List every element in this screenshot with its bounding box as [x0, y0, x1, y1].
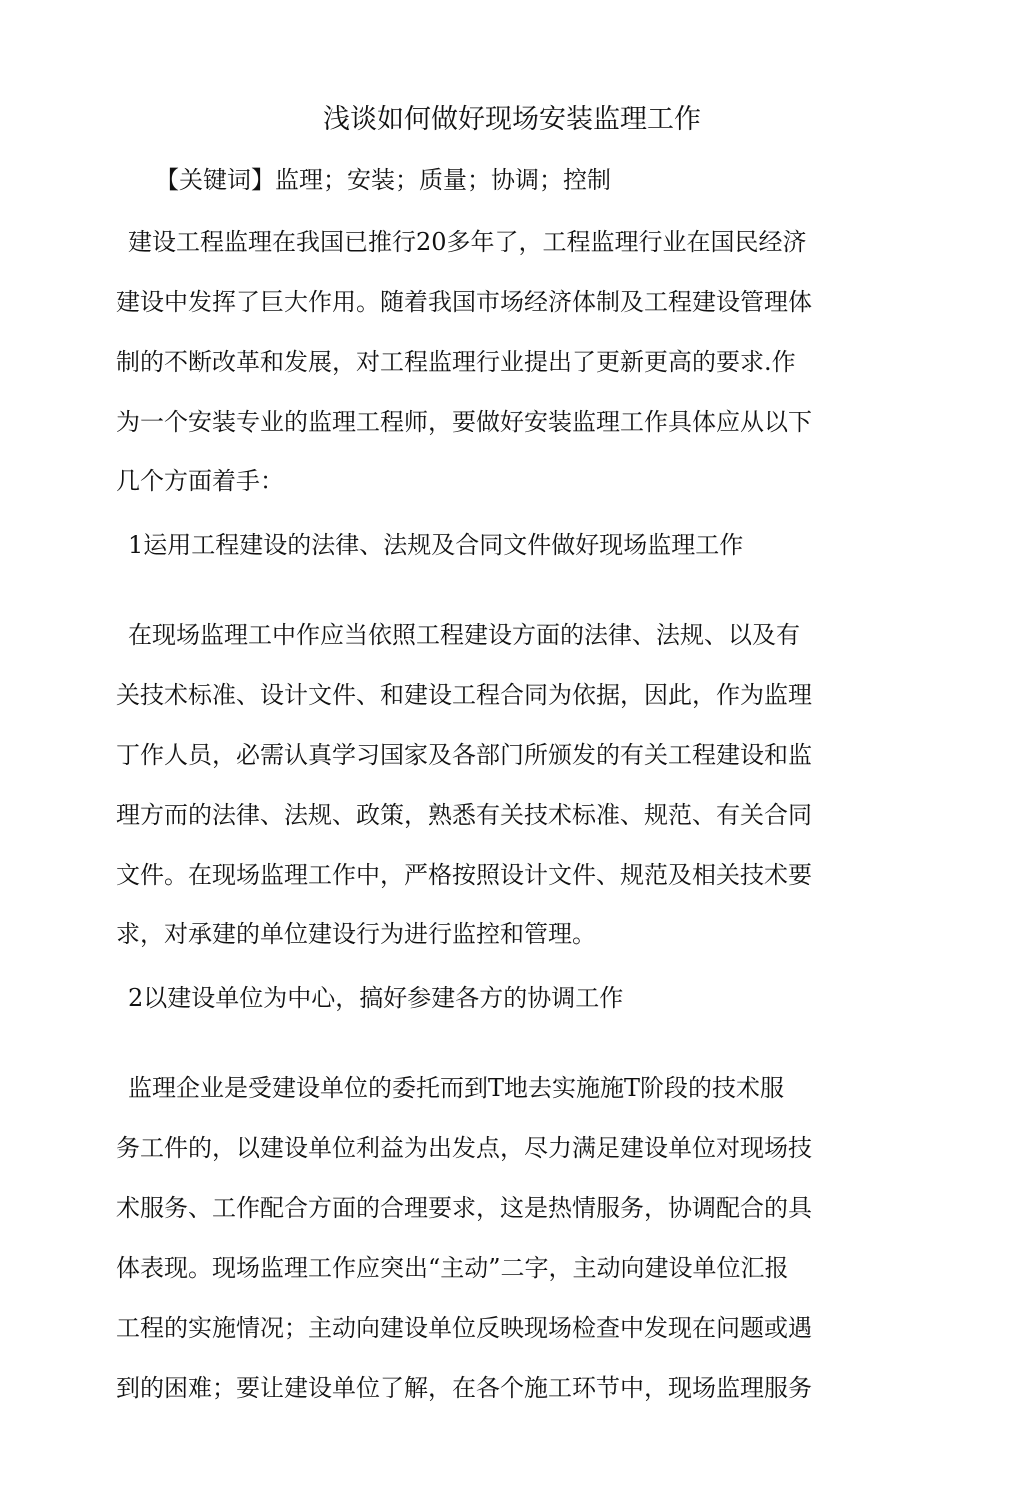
section-1-heading: 1运用工程建设的法律、法规及合同文件做好现场监理工作	[128, 531, 744, 559]
section-2-line-2: 务工件的，以建设单位利益为出发点，尽力满足建设单位对现场技	[116, 1134, 812, 1162]
section-2-line-3: 术服务、工作配合方面的合理要求，这是热情服务，协调配合的具	[116, 1194, 812, 1222]
document-title: 浅谈如何做好现场安装监理工作	[323, 104, 701, 135]
intro-line-4: 为一个安装专业的监理工程师，要做好安装监理工作具体应从以下	[116, 408, 812, 436]
section-2-line-1: 监理企业是受建设单位的委托而到T地去实施施T阶段的技术服	[128, 1074, 785, 1102]
section-1-line-5: 文件。在现场监理工作中，严格按照设计文件、规范及相关技术要	[116, 861, 812, 889]
section-1-line-1: 在现场监理工中作应当依照工程建设方面的法律、法规、以及有	[128, 621, 800, 649]
intro-line-5: 几个方面着手：	[116, 467, 284, 495]
section-1-line-4: 理方而的法律、法规、政策，熟悉有关技术标准、规范、有关合同	[116, 801, 812, 829]
section-2-line-4: 体表现。现场监理工作应突出“主动”二字，主动向建设单位汇报	[116, 1254, 789, 1282]
intro-line-1: 建设工程监理在我国已推行20多年了，工程监理行业在国民经济	[128, 228, 807, 256]
intro-line-3: 制的不断改革和发展，对工程监理行业提出了更新更高的要求.作	[116, 348, 796, 376]
section-2-line-5: 工程的实施情况；主动向建设单位反映现场检查中发现在问题或遇	[116, 1314, 812, 1342]
section-1-line-6: 求，对承建的单位建设行为进行监控和管理。	[116, 920, 596, 948]
keywords-line: 【关键词】监理；安装；质量；协调；控制	[155, 166, 611, 194]
section-2-line-6: 到的困难；要让建设单位了解，在各个施工环节中，现场监理服务	[116, 1374, 812, 1402]
intro-line-2: 建设中发挥了巨大作用。随着我国市场经济体制及工程建设管理体	[116, 288, 812, 316]
section-1-line-3: 丁作人员，必需认真学习国家及各部门所颁发的有关工程建设和监	[116, 741, 812, 769]
section-1-line-2: 关技术标准、设计文件、和建设工程合同为依据，因此，作为监理	[116, 681, 812, 709]
section-2-heading: 2以建设单位为中心，搞好参建各方的协调工作	[128, 984, 624, 1012]
